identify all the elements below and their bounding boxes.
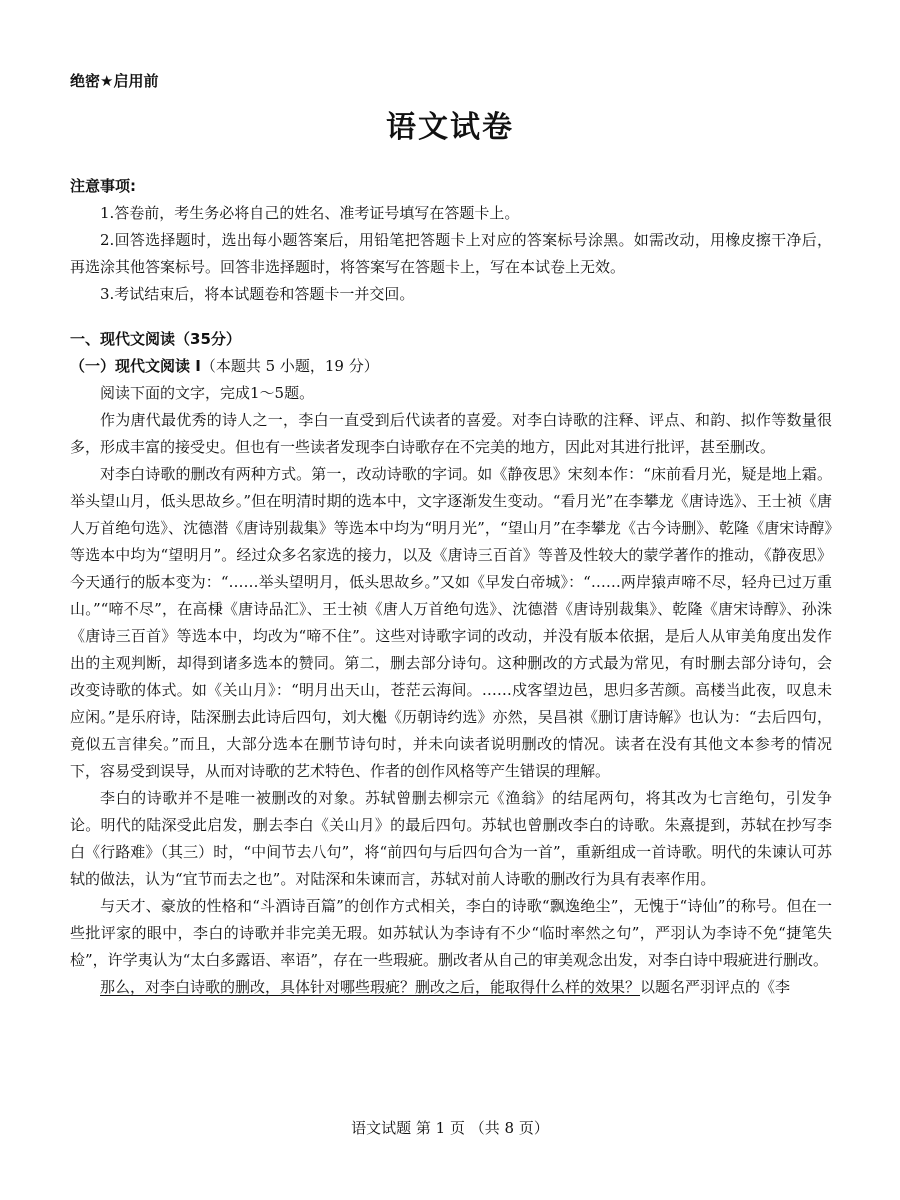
subsection-heading [70, 353, 832, 380]
article-paragraph: 与天才、豪放的性格和“斗酒诗百篇”的创作方式相关，李白的诗歌“飘逸绝尘”，无愧于“诗仙”的称号。但在一些批评家的眼中，李白的诗歌并非完美无瑕。如苏轼认为李诗有不少“临时率然之句”，严羽认为李诗不免“捷笔失检”，许学夷认为“太白多露语、率语”，存在一些瑕疵。删改者从自己的审美观念出发，对李白诗中瑕疵进行删改。 [70, 897, 832, 969]
page-title: 语文试卷 [386, 110, 514, 145]
section-heading: 一、现代文阅读（35分） [70, 330, 241, 348]
reading-instruction: 阅读下面的文字，完成1～5题。 [100, 384, 315, 402]
underlined-question: 那么，对李白诗歌的删改，具体针对哪些瑕疵？删改之后，能取得什么样的效果？ [100, 978, 641, 996]
page-footer: 语文试题 第 1 页 （共 8 页） [351, 1119, 549, 1137]
subsection-title: （一）现代文阅读 I [70, 357, 201, 375]
article-paragraph-last [70, 974, 832, 1001]
notice-item: 2.回答选择题时，选出每小题答案后，用铅笔把答题卡上对应的答案标号涂黑。如需改动，用橡皮擦干净后，再选涂其他答案标号。回答非选择题时，将答案写在答题卡上，写在本试卷上无效。 [70, 231, 832, 276]
exam-content [70, 172, 832, 1001]
subsection-note: （本题共 5 小题，19 分） [200, 357, 379, 375]
article-paragraph: 作为唐代最优秀的诗人之一，李白一直受到后代读者的喜爱。对李白诗歌的注释、评点、和韵、拟作等数量很多，形成丰富的接受史。但也有一些读者发现李白诗歌存在不完美的地方，因此对其进行批评，甚至删改。 [70, 411, 832, 456]
notice-heading: 注意事项: [70, 177, 136, 195]
notice-item: 1.答卷前，考生务必将自己的姓名、准考证号填写在答题卡上。 [100, 204, 520, 222]
notice-item: 3.考试结束后，将本试题卷和答题卡一并交回。 [100, 285, 415, 303]
article-paragraph: 对李白诗歌的删改有两种方式。第一，改动诗歌的字词。如《静夜思》宋刻本作：“床前看月光，疑是地上霜。举头望山月，低头思故乡。”但在明清时期的选本中，文字逐渐发生变动。“看月光”在李攀龙《唐诗选》、王士祯《唐人万首绝句选》、沈德潜《唐诗别裁集》等选本中均为“明月光”，“望山月”在李攀龙《古今诗删》、乾隆《唐宋诗醇》等选本中均为“望明月”。经过众多名家选的接力，以及《唐诗三百首》等普及性较大的蒙学著作的推动，《静夜思》今天通行的版本变为：“……举头望明月，低头思故乡。”又如《早发白帝城》：“……两岸猿声啼不尽，轻舟已过万重山。”“啼不尽”，在高棅《唐诗品汇》、王士祯《唐人万首绝句选》、沈德潜《唐诗别裁集》、乾隆《唐宋诗醇》、孙洙《唐诗三百首》等选本中，均改为“啼不住”。这些对诗歌字词的改动，并没有版本依据，是后人从审美角度出发作出的主观判断，却得到诸多选本的赞同。第二，删去部分诗句。这种删改的方式最为常见，有时删去部分诗句，会改变诗歌的体式。如《关山月》：“明月出天山，苍茫云海间。……戍客望边邑，思归多苦颜。高楼当此夜，叹息未应闲。”是乐府诗，陆深删去此诗后四句，刘大櫆《历朝诗约选》亦然，吴昌祺《删订唐诗解》也认为：“去后四句，竟似五言律矣。”而且，大部分选本在删节诗句时，并未向读者说明删改的情况。读者在没有其他文本参考的情况下，容易受到误导，从而对诗歌的艺术特色、作者的创作风格等产生错误的理解。 [70, 465, 832, 780]
paragraph-continuation: 以题名严羽评点的《李 [640, 978, 791, 996]
article-paragraph: 李白的诗歌并不是唯一被删改的对象。苏轼曾删去柳宗元《渔翁》的结尾两句，将其改为七言绝句，引发争论。明代的陆深受此启发，删去李白《关山月》的最后四句。苏轼也曾删改李白的诗歌。朱熹提到，苏轼在抄写李白《行路难》（其三）时，“中间节去八句”，将“前四句与后四句合为一首”，重新组成一首诗歌。明代的朱谏认可苏轼的做法，认为“宜节而去之也”。对陆深和朱谏而言，苏轼对前人诗歌的删改行为具有表率作用。 [70, 789, 832, 888]
confidential-label: 绝密★启用前 [70, 72, 159, 90]
